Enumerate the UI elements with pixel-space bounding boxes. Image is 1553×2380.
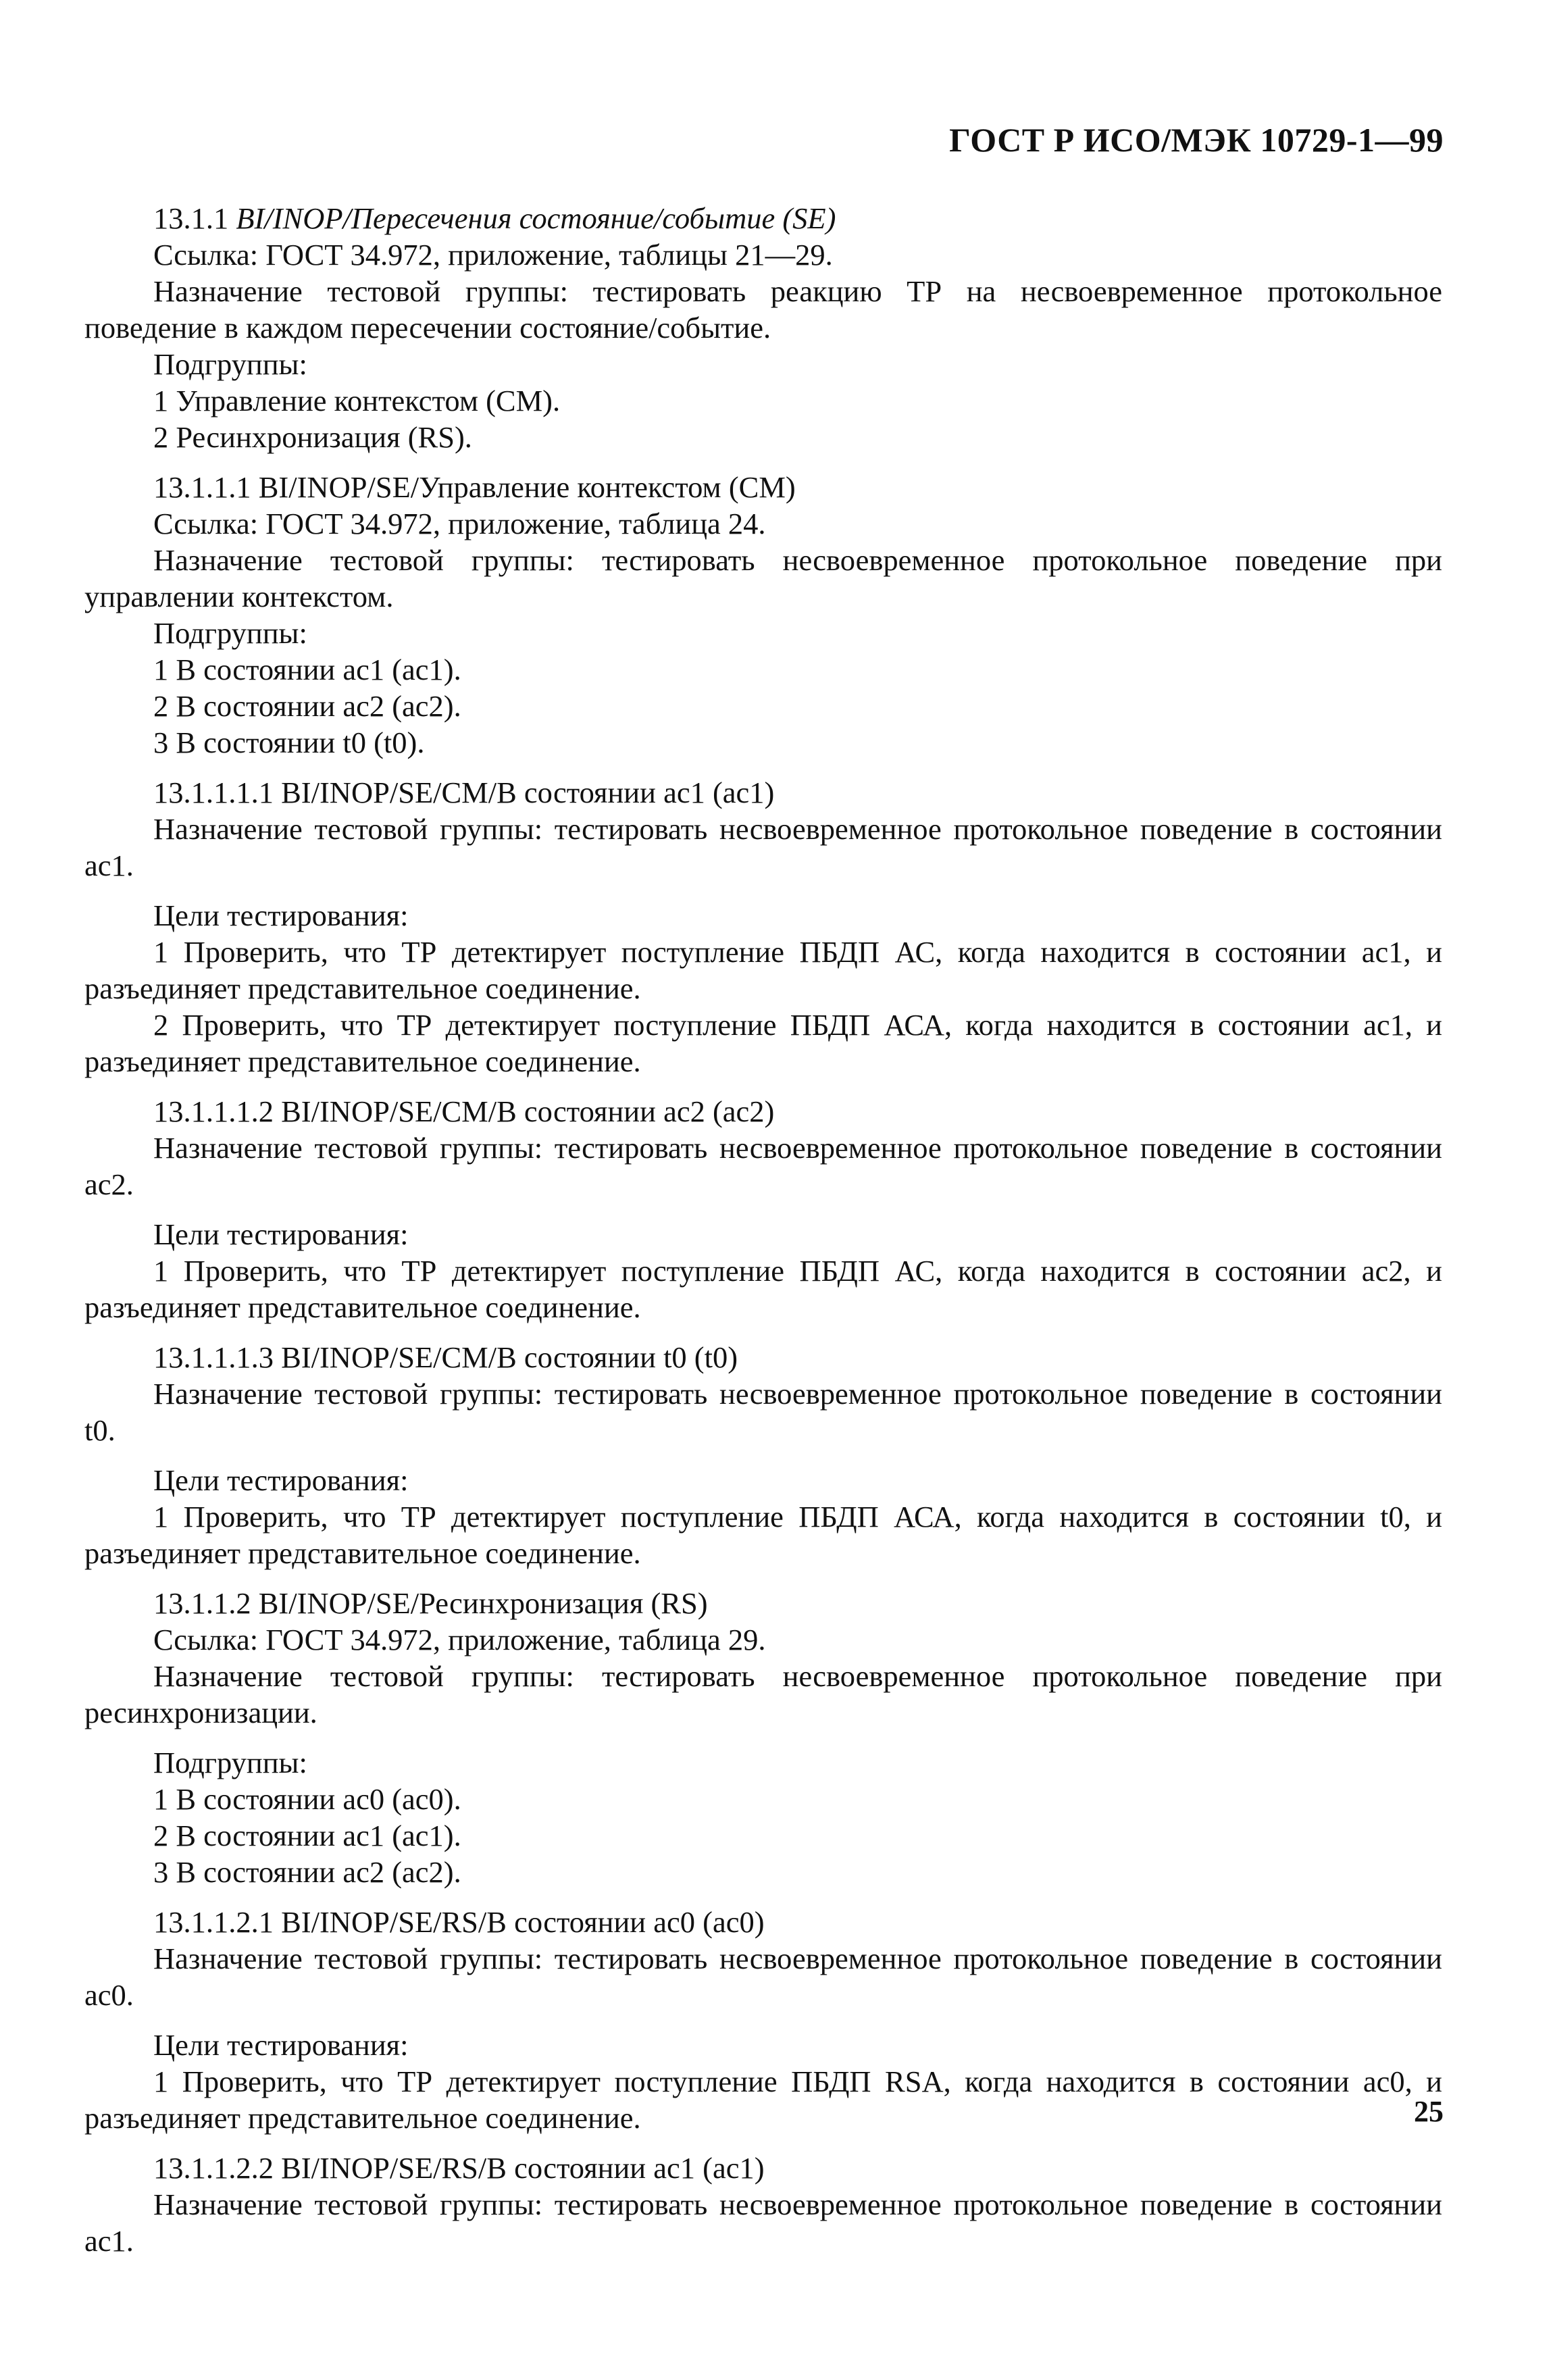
paragraph — [84, 1658, 1442, 1731]
paragraph — [84, 419, 1442, 455]
paragraph-text: 2 В состоянии ас2 (ас2). — [153, 689, 461, 723]
paragraph — [84, 1093, 1442, 1130]
paragraph — [84, 1585, 1442, 1621]
paragraph-italic-title: BI/INOP/Пересечения состояние/событие (SE) — [236, 201, 836, 235]
paragraph-text: 13.1.1.1.2 BI/INOP/SE/CM/В состоянии ас2 (ас2) — [153, 1094, 775, 1128]
paragraph — [84, 1130, 1442, 1202]
paragraph-text: 13.1.1.1.1 BI/INOP/SE/CM/В состоянии ас1 (ас1) — [153, 776, 775, 809]
paragraph — [84, 236, 1442, 273]
paragraph-text: Подгруппы: — [153, 347, 307, 381]
paragraph — [84, 1216, 1442, 1252]
paragraph-text: 1 В состоянии ас0 (ас0). — [153, 1782, 461, 1816]
paragraph — [84, 897, 1442, 934]
paragraph — [84, 1781, 1442, 1817]
paragraph — [84, 1940, 1442, 2013]
paragraph-text: 2 Проверить, что ТР детектирует поступление ПБДП АСА, когда находится в состоянии ас1, и разъединяет представительное соединение. — [84, 1008, 1442, 1078]
paragraph — [84, 1904, 1442, 1940]
paragraph — [84, 273, 1442, 346]
paragraph — [84, 1339, 1442, 1375]
paragraph — [84, 774, 1442, 811]
paragraph-text: Назначение тестовой группы: тестировать несвоевременное протокольное поведение в состоянии ас2. — [84, 1131, 1442, 1201]
paragraph — [84, 542, 1442, 615]
page-number: 25 — [1414, 2095, 1444, 2128]
paragraph-text: 1 В состоянии ас1 (ас1). — [153, 653, 461, 686]
paragraph-text: Назначение тестовой группы: тестировать несвоевременное протокольное поведение в состоянии t0. — [84, 1377, 1442, 1447]
paragraph — [84, 2063, 1442, 2136]
paragraph — [84, 346, 1442, 382]
paragraph-text: 13.1.1.2.1 BI/INOP/SE/RS/В состоянии ас0 (ас0) — [153, 1905, 765, 1939]
paragraph — [84, 469, 1442, 505]
document-header: ГОСТ Р ИСО/МЭК 10729-1—99 — [949, 121, 1444, 159]
paragraph-text: 1 Проверить, что ТР детектирует поступление ПБДП АС, когда находится в состоянии ас2, и разъединяет представительное соединение. — [84, 1254, 1442, 1324]
paragraph-text: Назначение тестовой группы: тестировать несвоевременное протокольное поведение в состоянии ас1. — [84, 812, 1442, 882]
paragraph — [84, 1375, 1442, 1448]
paragraph-text: 3 В состоянии ас2 (ас2). — [153, 1855, 461, 1889]
paragraph-text: Цели тестирования: — [153, 1463, 409, 1497]
paragraph — [84, 1252, 1442, 1325]
paragraph-text: 3 В состоянии t0 (t0). — [153, 726, 425, 759]
paragraph-text: Цели тестирования: — [153, 1217, 409, 1251]
paragraph — [84, 1817, 1442, 1854]
paragraph — [84, 1621, 1442, 1658]
paragraph-text: 1 Проверить, что ТР детектирует поступление ПБДП RSA, когда находится в состоянии ас0, и разъединяет представительное соединение. — [84, 2065, 1442, 2135]
paragraph-text: Подгруппы: — [153, 1746, 307, 1779]
paragraph-text: 13.1.1.1.3 BI/INOP/SE/CM/В состоянии t0 (t0) — [153, 1340, 738, 1374]
paragraph — [84, 505, 1442, 542]
paragraph-text: 13.1.1.1 BI/INOP/SE/Управление контекстом (СМ) — [153, 470, 796, 504]
paragraph-text: Ссылка: ГОСТ 34.972, приложение, таблица 29. — [153, 1623, 766, 1656]
paragraph — [84, 382, 1442, 419]
paragraph-text: 2 В состоянии ас1 (ас1). — [153, 1819, 461, 1852]
paragraph — [84, 688, 1442, 724]
paragraph-text: 1 Управление контекстом (СМ). — [153, 384, 561, 417]
paragraph — [84, 1498, 1442, 1571]
paragraph-text: Назначение тестовой группы: тестировать несвоевременное протокольное поведение в состоянии ас1. — [84, 2187, 1442, 2258]
paragraph — [84, 2027, 1442, 2063]
paragraph — [84, 1744, 1442, 1781]
paragraph-text: Назначение тестовой группы: тестировать несвоевременное протокольное поведение в состоянии ас0. — [84, 1942, 1442, 2012]
paragraph-text: 2 Ресинхронизация (RS). — [153, 420, 472, 454]
paragraph-text: 1 Проверить, что ТР детектирует поступление ПБДП АСА, когда находится в состоянии t0, и разъединяет представительное соединение. — [84, 1500, 1442, 1570]
paragraph-text: Ссылка: ГОСТ 34.972, приложение, таблицы 21—29. — [153, 238, 833, 272]
paragraph — [84, 724, 1442, 761]
paragraph-text: Назначение тестовой группы: тестировать несвоевременное протокольное поведение при ресинхронизации. — [84, 1659, 1442, 1729]
paragraph — [84, 615, 1442, 651]
paragraph — [84, 200, 1442, 236]
paragraph-text: 13.1.1 — [153, 201, 236, 235]
paragraph — [84, 934, 1442, 1007]
paragraph-text: Назначение тестовой группы: тестировать реакцию ТР на несвоевременное протокольное поведение в каждом пересечении состояние/событие. — [84, 274, 1442, 345]
paragraph — [84, 1854, 1442, 1890]
paragraph-text: Цели тестирования: — [153, 2028, 409, 2062]
paragraph — [84, 2150, 1442, 2186]
paragraph-text: Назначение тестовой группы: тестировать несвоевременное протокольное поведение при управлении контекстом. — [84, 543, 1442, 613]
paragraph-text: 13.1.1.2.2 BI/INOP/SE/RS/В состоянии ас1 (ас1) — [153, 2151, 765, 2185]
paragraph-text: Цели тестирования: — [153, 898, 409, 932]
paragraph — [84, 2186, 1442, 2259]
paragraph-text: 13.1.1.2 BI/INOP/SE/Ресинхронизация (RS) — [153, 1586, 708, 1620]
paragraph — [84, 811, 1442, 884]
paragraph — [84, 651, 1442, 688]
paragraph — [84, 1462, 1442, 1498]
paragraph — [84, 1007, 1442, 1080]
document-body — [84, 200, 1442, 2259]
paragraph-text: Ссылка: ГОСТ 34.972, приложение, таблица 24. — [153, 507, 766, 540]
paragraph-text: 1 Проверить, что ТР детектирует поступление ПБДП АС, когда находится в состоянии ас1, и разъединяет представительное соединение. — [84, 935, 1442, 1005]
paragraph-text: Подгруппы: — [153, 616, 307, 650]
